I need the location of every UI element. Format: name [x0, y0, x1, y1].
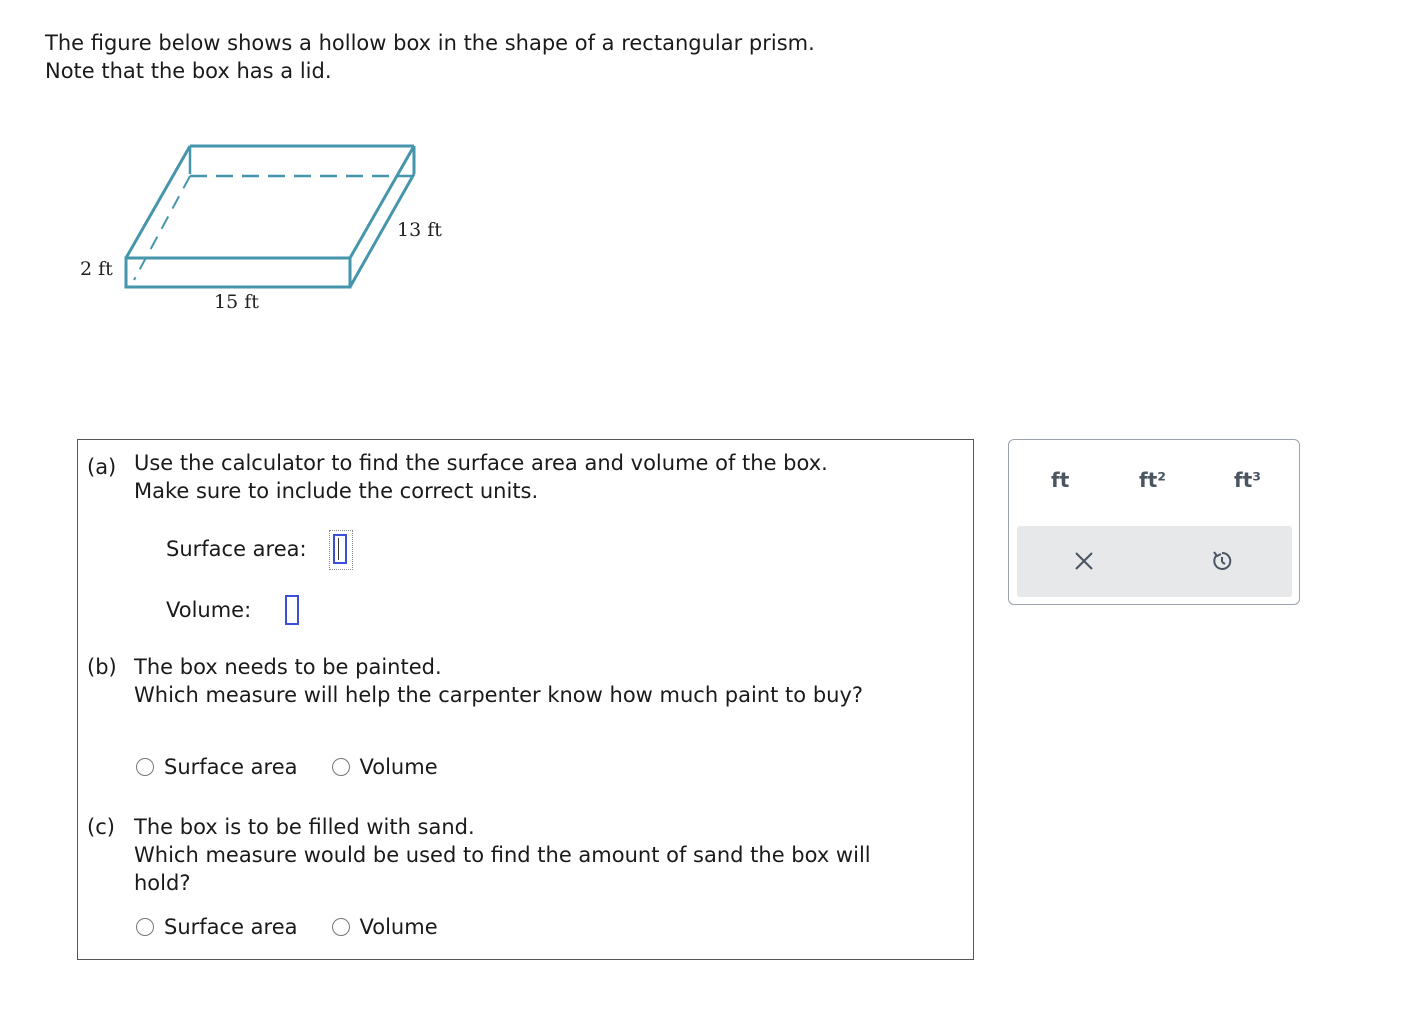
radio-button[interactable] — [332, 758, 350, 776]
close-icon — [1073, 550, 1095, 572]
part-a-label: (a) — [87, 455, 117, 479]
option-label: Surface area — [164, 755, 298, 779]
part-a-line-2: Make sure to include the correct units. — [134, 479, 539, 503]
front-face — [126, 258, 350, 287]
part-b-line-1: The box needs to be painted. — [134, 655, 442, 679]
unit-palette — [1008, 439, 1300, 605]
part-a-text — [134, 449, 828, 505]
undo-button[interactable] — [1207, 546, 1237, 576]
part-a-line-1: Use the calculator to find the surface area and volume of the box. — [134, 451, 828, 475]
part-c-option-volume[interactable] — [332, 913, 438, 941]
intro-line-1: The figure below shows a hollow box in the shape of a rectangular prism. — [45, 31, 815, 55]
undo-icon — [1210, 549, 1234, 573]
unit-ft2-button[interactable]: ft² — [1139, 468, 1167, 492]
question-box — [77, 439, 974, 960]
part-b-option-volume[interactable] — [332, 753, 438, 781]
part-c-line-3: hold? — [134, 871, 191, 895]
part-c-options — [136, 913, 472, 941]
part-b-option-surface-area[interactable] — [136, 753, 298, 781]
part-b-line-2: Which measure will help the carpenter know how much paint to buy? — [134, 683, 864, 707]
box-figure — [0, 0, 480, 340]
unit-ft3-button[interactable]: ft³ — [1234, 468, 1262, 492]
edge-top-left-diagonal — [126, 146, 190, 258]
option-label: Volume — [359, 755, 438, 779]
radio-button[interactable] — [136, 758, 154, 776]
part-c-line-2: Which measure would be used to find the amount of sand the box will — [134, 843, 871, 867]
unit-ft-button[interactable]: ft — [1051, 468, 1070, 492]
radio-button[interactable] — [332, 918, 350, 936]
box-diagram — [0, 0, 480, 340]
depth-label: 13 ft — [397, 219, 442, 241]
radio-button[interactable] — [136, 918, 154, 936]
volume-label: Volume: — [166, 598, 252, 622]
option-label: Volume — [359, 915, 438, 939]
volume-row — [166, 595, 299, 625]
surface-area-input[interactable] — [333, 534, 347, 564]
surface-area-label: Surface area: — [166, 537, 307, 561]
action-bar — [1017, 526, 1292, 597]
part-c-label: (c) — [87, 815, 115, 839]
part-b-options — [136, 753, 472, 781]
part-c-option-surface-area[interactable] — [136, 913, 298, 941]
width-label: 15 ft — [214, 291, 259, 313]
part-b-label: (b) — [87, 655, 117, 679]
clear-button[interactable] — [1069, 546, 1099, 576]
height-label: 2 ft — [80, 258, 113, 280]
edge-top-right-diagonal — [350, 146, 414, 258]
intro-line-2: Note that the box has a lid. — [45, 59, 332, 83]
surface-area-row — [166, 534, 347, 564]
part-b-text — [134, 653, 863, 709]
option-label: Surface area — [164, 915, 298, 939]
part-c-text — [134, 813, 871, 897]
volume-input[interactable] — [285, 595, 299, 625]
part-c-line-1: The box is to be filled with sand. — [134, 815, 475, 839]
